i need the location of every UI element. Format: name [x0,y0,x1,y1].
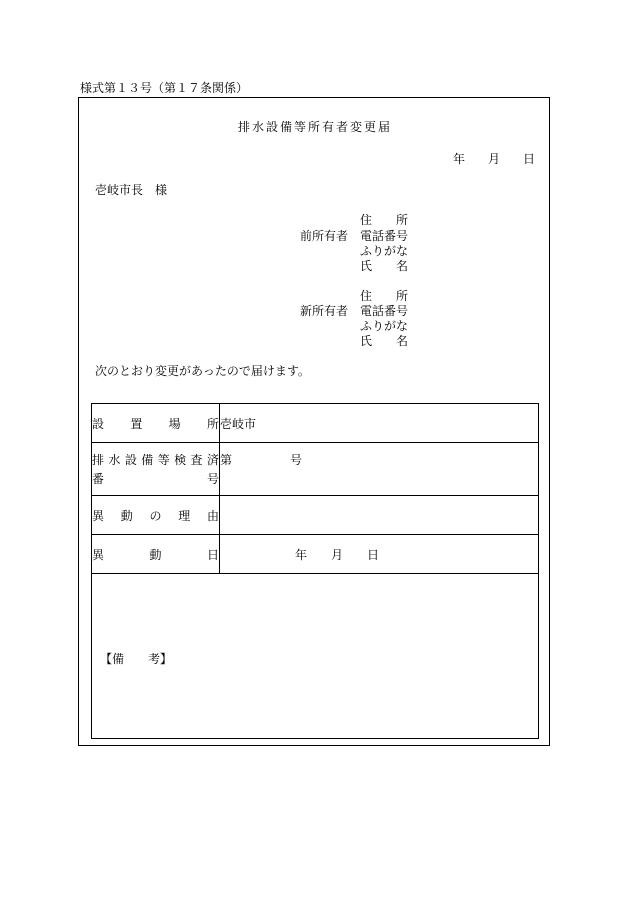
reason-value[interactable] [220,496,539,535]
new-owner-furigana-label: ふりがな [360,319,409,333]
location-label: 設 置 場 所 [92,404,220,443]
remarks-row [92,574,539,739]
new-owner-name-label: 氏 名 [360,334,409,348]
reason-row [92,496,539,535]
location-row [92,404,539,443]
submission-month-label: 月 [488,152,501,166]
reason-label: 異 動 の 理 由 [92,496,220,535]
change-date-label: 異 動 日 [92,535,220,574]
change-year-label: 年 [295,547,308,562]
new-owner-phone-label: 電話番号 [360,304,409,318]
intro-text: 次のとおり変更があったので届けます。 [95,364,310,378]
inspection-prefix: 第 [220,453,233,467]
previous-owner-name-label: 氏 名 [360,259,409,273]
remarks-label: 【備 考】 [100,651,173,666]
inspection-number-row [92,443,539,496]
inspection-number-label: 排 水 設 備 等 検 査 済 番 号 [92,443,220,496]
addressee: 壱岐市長 様 [95,183,168,197]
inspection-suffix: 号 [290,453,303,467]
change-month-label: 月 [331,547,344,562]
previous-owner-phone-label: 電話番号 [360,229,409,243]
change-day-label: 日 [367,547,380,562]
submission-year-label: 年 [453,152,466,166]
details-table [91,403,539,739]
previous-owner-role: 前所有者 [300,229,349,243]
previous-owner-furigana-label: ふりがな [360,244,409,258]
previous-owner-address-label: 住 所 [360,213,409,227]
form-title: 排水設備等所有者変更届 [237,120,392,134]
remarks-box[interactable] [92,574,539,739]
change-date-row [92,535,539,574]
inspection-number-value[interactable] [220,443,539,496]
new-owner-role: 新所有者 [300,304,349,318]
new-owner-address-label: 住 所 [360,289,409,303]
location-value[interactable]: 壱岐市 [220,404,539,443]
submission-day-label: 日 [523,152,536,166]
form-number-label: 様式第１３号（第１７条関係） [80,81,249,95]
change-date-value[interactable] [220,535,539,574]
